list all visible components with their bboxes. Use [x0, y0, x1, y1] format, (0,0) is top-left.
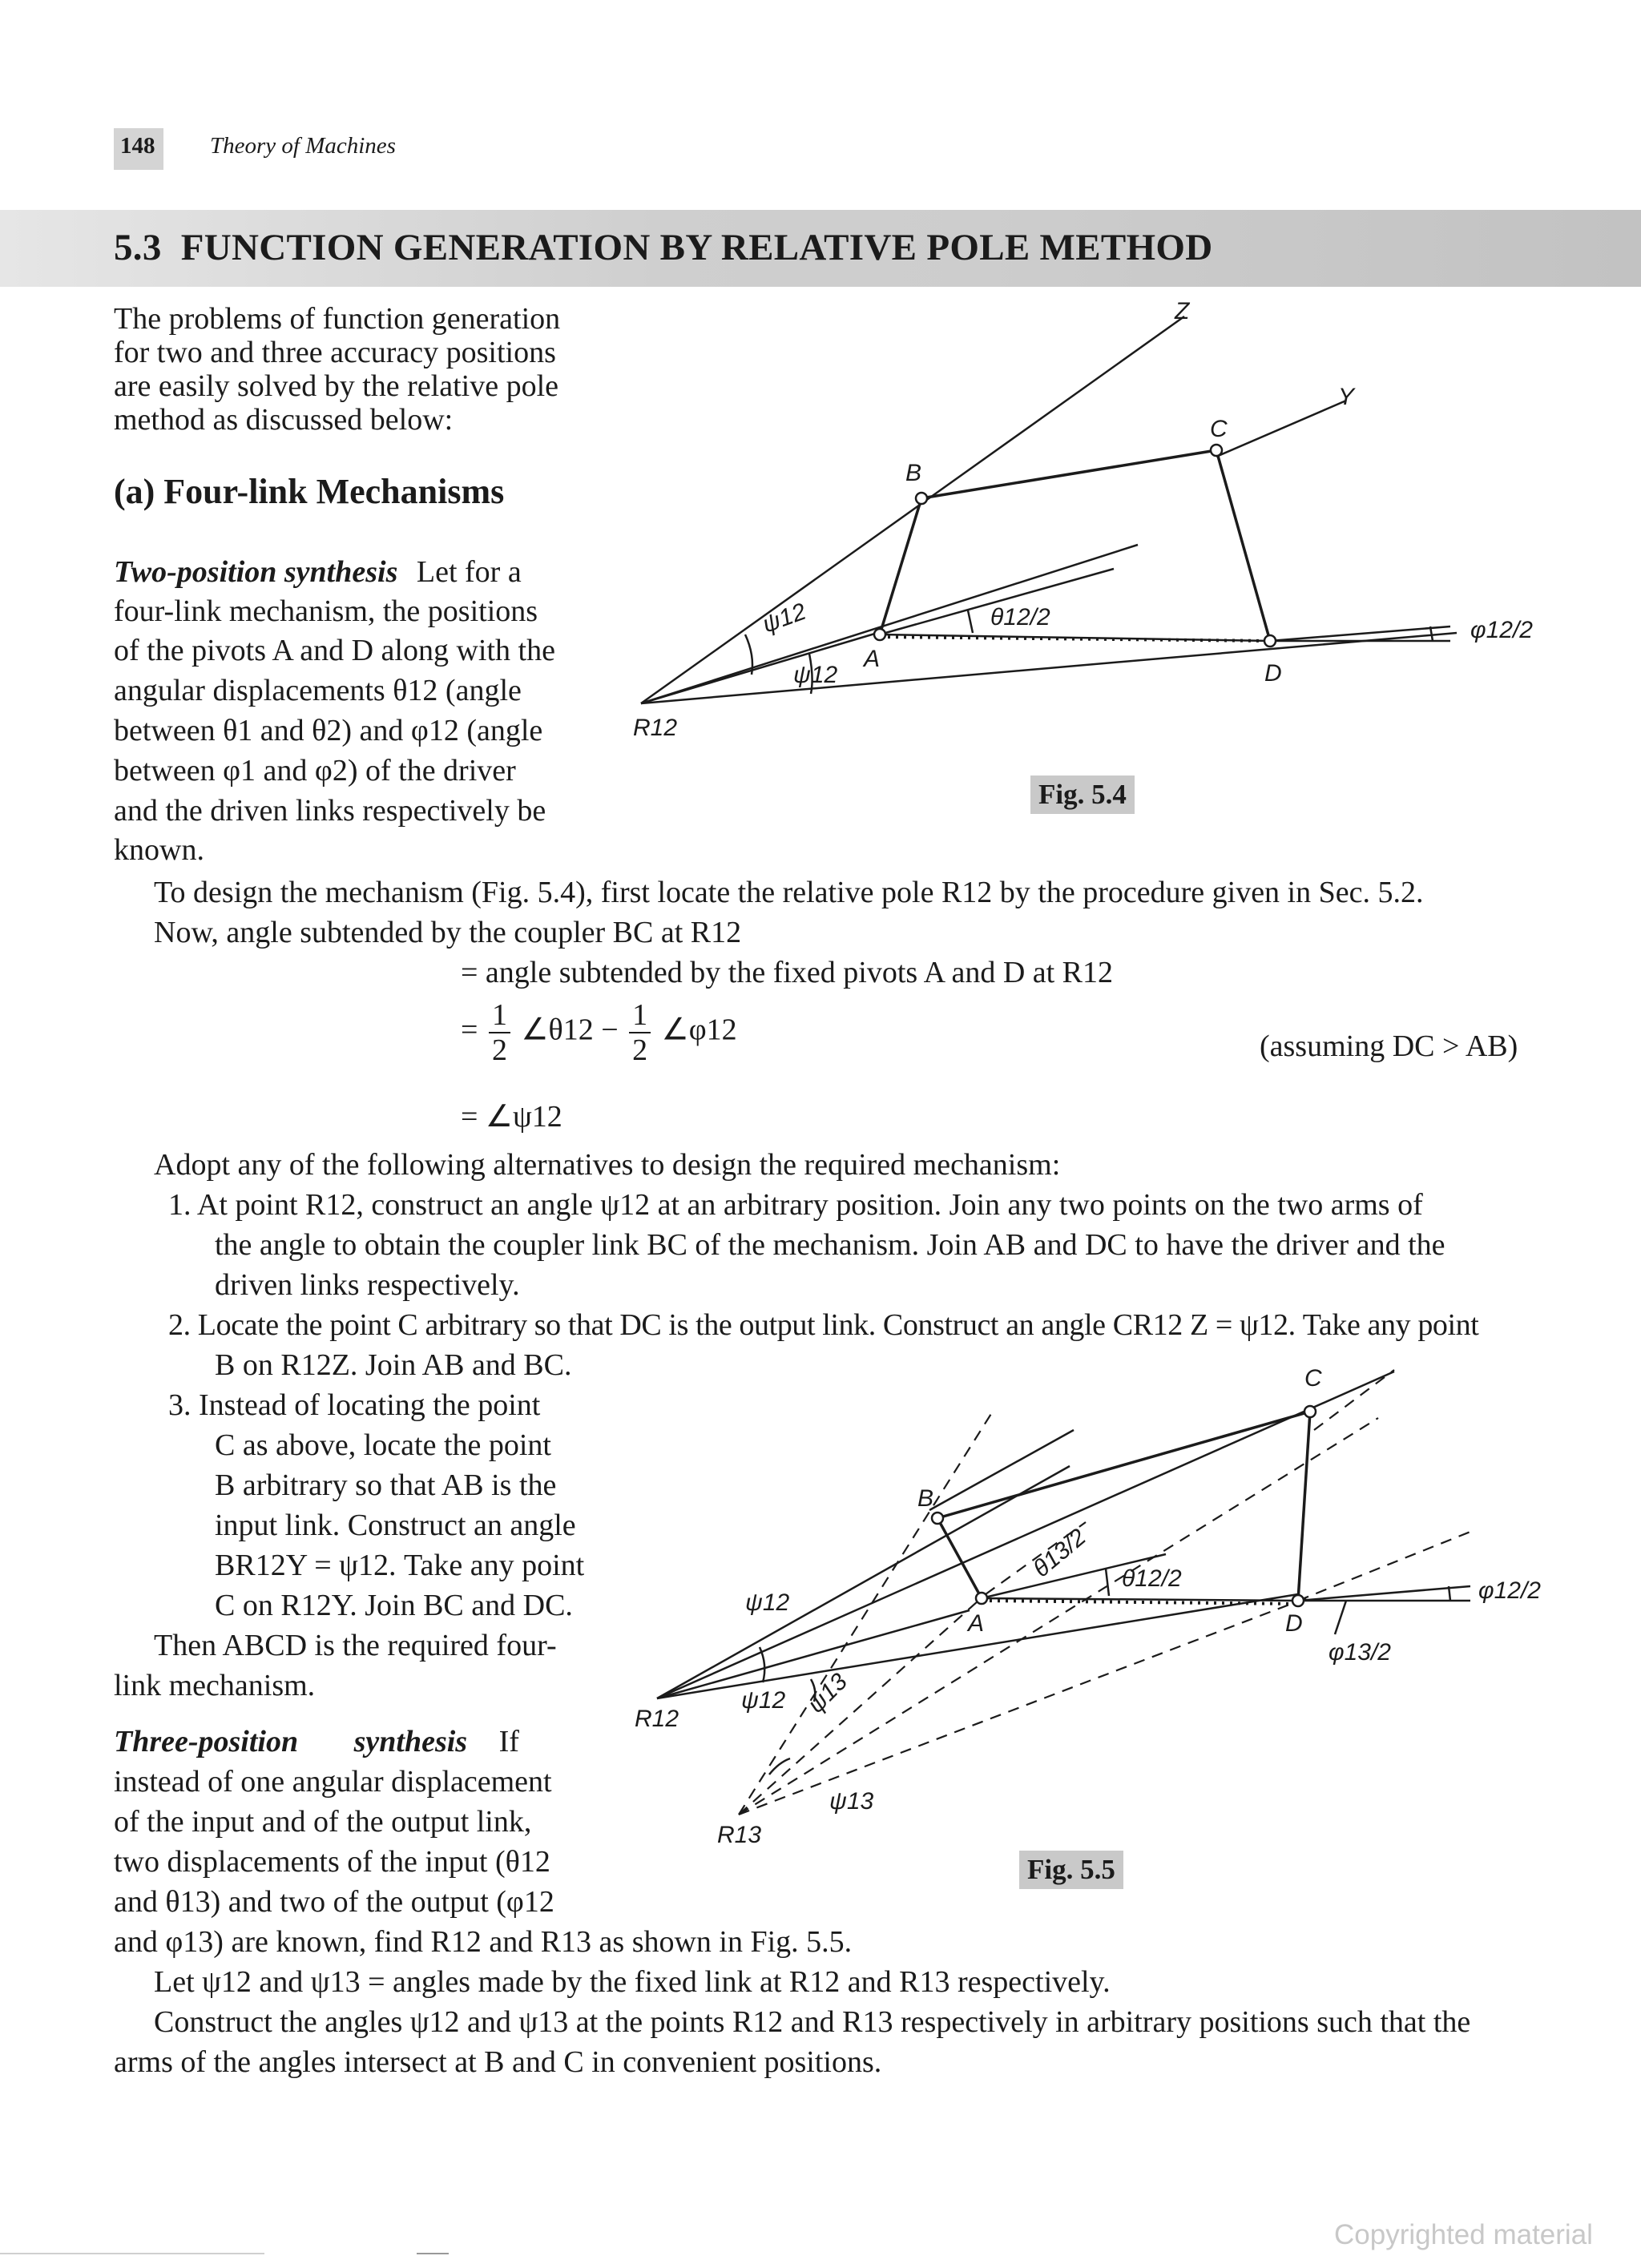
alternative-item-3: B arbitrary so that AB is the	[215, 1468, 557, 1502]
section-number: 5.3	[114, 227, 162, 268]
equation-note: (assuming DC > AB)	[1260, 1029, 1518, 1063]
fixed-link-ad	[982, 1598, 1298, 1601]
three-position-line: and φ13) are known, find R12 and R13 as shown in Fig. 5.5.	[114, 1925, 853, 1959]
equation-line: = angle subtended by the fixed pivots A and D at R12	[461, 956, 1114, 989]
equation-line: = ∠ψ12	[461, 1100, 562, 1134]
label-psi-lower: ψ12	[793, 662, 838, 688]
label-psi12-lower: ψ12	[741, 1687, 786, 1714]
label-r12: R12	[635, 1706, 679, 1732]
conclusion-line: link mechanism.	[114, 1669, 316, 1702]
three-position-line: instead of one angular displacement	[114, 1765, 552, 1799]
subheading-four-link: (a) Four-link Mechanisms	[114, 472, 505, 511]
label-c: C	[1210, 416, 1228, 442]
fraction-denominator: 2	[632, 1033, 648, 1067]
alternative-item-2: 2. Locate the point C arbitrary so that DC is the output link. Construct an angle CR12 Z = ψ12. Take any point	[168, 1308, 1479, 1342]
bottom-rule	[417, 2253, 449, 2254]
two-position-heading: Two-position synthesis	[114, 555, 398, 589]
ray-r12-upper	[657, 1466, 1070, 1698]
equation-term: ∠φ12	[661, 1013, 737, 1047]
label-psi-upper: ψ12	[759, 598, 810, 639]
phi13-tick	[1335, 1601, 1346, 1634]
phi-arm	[1298, 1586, 1470, 1601]
alternative-item-3: C on R12Y. Join BC and DC.	[215, 1589, 573, 1622]
intro-line: method as discussed below:	[114, 403, 454, 437]
equals-sign: =	[461, 1013, 478, 1047]
coupler-link-bc	[937, 1412, 1310, 1518]
two-position-line: between φ1 and φ2) of the driver	[114, 754, 516, 788]
alternatives-intro: Adopt any of the following alternatives to design the required mechanism:	[154, 1148, 1061, 1182]
label-d: D	[1264, 660, 1282, 687]
theta12-arc	[1106, 1569, 1109, 1596]
driven-link-dc	[1298, 1412, 1310, 1601]
fig-5-4-caption: Fig. 5.4	[1030, 775, 1135, 814]
dashed-c-ray	[1314, 1370, 1394, 1430]
pin-c	[1304, 1406, 1316, 1417]
pin-a	[976, 1593, 987, 1604]
section-title: FUNCTION GENERATION BY RELATIVE POLE METHOD	[180, 227, 1213, 268]
bottom-rule	[0, 2253, 264, 2254]
three-position-let: Let ψ12 and ψ13 = angles made by the fixed link at R12 and R13 respectively.	[154, 1965, 1111, 1999]
intro-line: for two and three accuracy positions	[114, 336, 556, 369]
pin-d	[1292, 1595, 1304, 1606]
alternative-item-1: driven links respectively.	[215, 1268, 520, 1302]
dashed-phi13-arm	[1298, 1530, 1474, 1601]
label-theta: θ12/2	[990, 604, 1050, 630]
two-position-line: four-link mechanism, the positions	[114, 594, 538, 628]
label-r13: R13	[717, 1822, 762, 1848]
label-y: Y	[1338, 384, 1355, 410]
label-a: A	[864, 646, 881, 672]
label-theta12: θ12/2	[1122, 1565, 1182, 1592]
alternative-item-3: 3. Instead of locating the point	[168, 1388, 541, 1422]
intro-line: The problems of function generation	[114, 302, 561, 336]
ray-b-upper	[929, 1430, 1074, 1510]
label-z: Z	[1175, 298, 1190, 324]
three-position-construct: Construct the angles ψ12 and ψ13 at the points R12 and R13 respectively in arbitrary positions such that the	[154, 2005, 1471, 2039]
copyright-notice: Copyrighted material	[1334, 2219, 1593, 2250]
label-psi13-b: ψ13	[829, 1788, 874, 1815]
alternative-item-3: input link. Construct an angle	[215, 1509, 576, 1542]
label-b: B	[905, 460, 922, 486]
label-c: C	[1304, 1365, 1322, 1392]
two-position-line: angular displacements θ12 (angle	[114, 674, 522, 707]
equation-term: ∠θ12 −	[521, 1013, 619, 1047]
fraction-numerator: 1	[489, 998, 510, 1033]
design-text: Now, angle subtended by the coupler BC at R12	[154, 916, 742, 949]
alternative-item-3: C as above, locate the point	[215, 1428, 551, 1462]
page-number: 148	[120, 133, 155, 159]
label-r12: R12	[633, 715, 678, 741]
two-position-line: known.	[114, 833, 204, 867]
alternative-item-1: 1. At point R12, construct an angle ψ12 at an arbitrary position. Join any two points on the two arms of	[168, 1188, 1423, 1222]
label-phi: φ12/2	[1470, 617, 1533, 643]
fig-5-5-caption: Fig. 5.5	[1019, 1851, 1123, 1889]
conclusion-line: Then ABCD is the required four-	[154, 1629, 557, 1662]
label-phi13: φ13/2	[1329, 1639, 1391, 1666]
design-text: To design the mechanism (Fig. 5.4), first locate the relative pole R12 by the procedure given in Sec. 5.2.	[154, 876, 1424, 909]
three-position-line: and θ13) and two of the output (φ12	[114, 1885, 554, 1919]
label-d: D	[1285, 1610, 1303, 1637]
label-a: A	[968, 1610, 985, 1637]
pin-b	[932, 1513, 943, 1524]
alternative-item-2: B on R12Z. Join AB and BC.	[215, 1348, 572, 1382]
label-b: B	[917, 1485, 934, 1512]
label-psi12-upper: ψ12	[745, 1589, 790, 1616]
intro-line: are easily solved by the relative pole	[114, 369, 559, 403]
three-position-heading: Three-position synthesis	[114, 1725, 468, 1758]
alternative-item-1: the angle to obtain the coupler link BC of the mechanism. Join AB and DC to have the driver and the	[215, 1228, 1445, 1262]
three-position-line: two displacements of the input (θ12	[114, 1845, 550, 1879]
two-position-line: of the pivots A and D along with the	[114, 634, 555, 667]
three-position-line: If	[498, 1725, 519, 1758]
alternative-item-3: BR12Y = ψ12. Take any point	[215, 1549, 585, 1582]
label-phi12: φ12/2	[1478, 1577, 1541, 1604]
three-position-line: of the input and of the output link,	[114, 1805, 532, 1839]
fraction-numerator: 1	[629, 998, 651, 1033]
two-position-line: Let for a	[416, 555, 522, 589]
three-position-construct: arms of the angles intersect at B and C in convenient positions.	[114, 2045, 882, 2079]
dashed-ray-r13-c	[739, 1418, 1378, 1815]
label-psi13-a: ψ13	[802, 1668, 853, 1718]
two-position-line: and the driven links respectively be	[114, 794, 546, 828]
running-title: Theory of Machines	[210, 133, 396, 159]
label-theta13: θ13/2	[1028, 1524, 1091, 1583]
two-position-line: between θ1 and θ2) and φ12 (angle	[114, 714, 543, 747]
fraction-denominator: 2	[491, 1033, 507, 1067]
